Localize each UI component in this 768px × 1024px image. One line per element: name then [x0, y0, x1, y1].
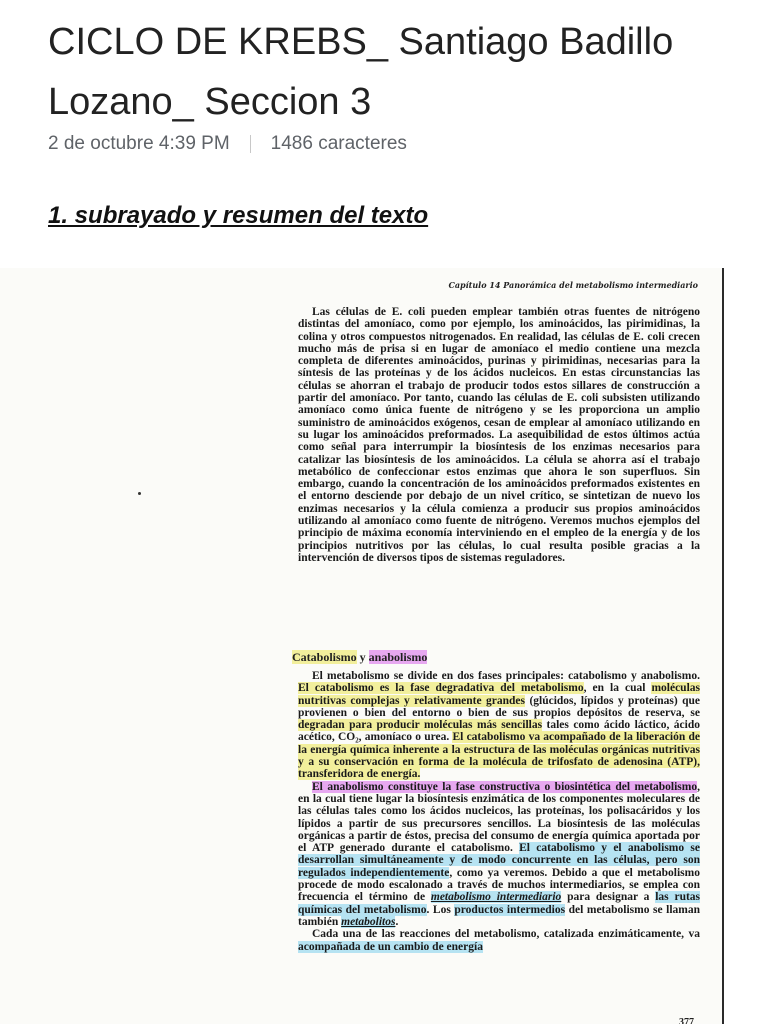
post-title: CICLO DE KREBS_ Santiago Badillo Lozano_ Seccion 3 [48, 21, 674, 123]
char-count: 1486 caracteres [270, 133, 407, 154]
p3-text-4: . Los [426, 903, 455, 916]
paragraph-1 [298, 306, 700, 564]
body-paragraphs [298, 670, 700, 953]
p3-highlight-term: metabolismo intermediario [430, 891, 562, 904]
paragraph-4 [298, 928, 700, 953]
p2-highlight-definition: El catabolismo es la fase degradativa del metabolismo [298, 682, 584, 695]
p3-highlight-metabolitos: metabolitos [341, 915, 396, 928]
p2-text-3: tales como ácido láctico, ácido acético, CO₂, amoníaco o urea. [298, 719, 700, 744]
p2-highlight-molecules: moléculas nutritivas complejas y relativamente grandes [298, 682, 701, 707]
p3-highlight-simultaneo: El catabolismo y el anabolismo se desarrollan simultáneamente y de modo concurrente en las células, pero son regulados independientemente [298, 842, 700, 879]
meta-divider [250, 135, 251, 153]
p2-text: , en la cual [583, 682, 652, 695]
subheading-anabolismo: anabolismo [368, 650, 428, 664]
post-meta [48, 133, 407, 155]
p3-highlight-productos: productos intermedios [454, 903, 566, 916]
p3-text-5: del metabolismo se llaman también [298, 903, 701, 928]
scan-speck [138, 492, 141, 495]
subheading [292, 650, 427, 665]
p2-intro: El metabolismo se divide en dos fases principales: catabolismo y anabolismo. [312, 670, 700, 682]
section-heading: 1. subrayado y resumen del texto [48, 202, 429, 229]
subheading-y: y [359, 650, 366, 664]
p3-text: , en la cual tiene lugar la biosíntesis enzimática de los componentes moleculares de las células tales como los ácidos nucleicos, las proteínas, los polisacáridos y los lípidos a partir de sus precursores sencillos. La biosíntesis de las moléculas orgánicas a partir de éstos, precisa del consumo de energía química aportada por el ATP generado durante el catabolismo. [298, 780, 700, 855]
p3-text-3: para designar a [561, 891, 656, 904]
p3-highlight-anabolismo: El anabolismo constituye la fase constructiva o biosintética del metabolismo [312, 780, 698, 793]
p2-highlight-degradan: degradan para producir moléculas más sencillas [298, 719, 543, 732]
p4-text: Cada una de las reacciones del metabolismo, catalizada enzimáticamente, va [312, 928, 700, 941]
p3-text-2: , como ya veremos. Debido a que el metabolismo procede de modo escalonado a través de muchos intermediarios, se emplea con frecuencia el término de [298, 866, 700, 904]
p3-highlight-rutas: las rutas químicas del metabolismo [298, 891, 701, 916]
page-number: 377 [679, 1017, 694, 1024]
p4-highlight: acompañada de un cambio de energía [298, 940, 483, 953]
running-head: Capítulo 14 Panorámica del metabolismo intermediario [448, 280, 698, 290]
paragraph-3 [298, 781, 700, 929]
paragraph-1-text: Las células de E. coli pueden emplear también otras fuentes de nitrógeno distintas del amoníaco, como por ejemplo, los aminoácidos, las pirimidinas, la colina y otros compuestos nitrogenados. En realidad, las células de E. coli crecen mucho más de prisa si en lugar de amoníaco el medio contiene una mezcla completa de diferentes aminoácidos, purinas y pirimidinas, necesarias para la síntesis de las proteínas y de los ácidos nucleicos. En estas circunstancias las células se ahorran el trabajo de producir todos estos sillares de construcción a partir del amoníaco. Por tanto, cuando las células de E. coli subsisten utilizando amoníaco como única fuente de nitrógeno y se les proporciona un amplio suministro de aminoácidos exógenos, cesan de emplear al amoníaco utilizando en su lugar los aminoácidos preformados. La asequibilidad de estos últimos actúa como señal para interrumpir la biosíntesis de los enzimas necesarios para catalizar las biosíntesis de los aminoácidos. La célula se ahorra así el trabajo metabólico de confeccionar estos enzimas que ahora le son superfluos. Sin embargo, cuando la concentración de los aminoácidos preformados existentes en el entorno desciende por debajo de un nivel crítico, se sintetizan de nuevo los enzimas necesarios y la célula comienza a producir sus propios aminoácidos utilizando al amoníaco como fuente de nitrógeno. Veremos muchos ejemplos del principio de máxima economía interviniendo en el empleo de la energía y de los principios nutritivos por las células, lo cual resulta posible gracias a la intervención de diversos tipos de sistemas reguladores. [298, 306, 700, 564]
p2-highlight-energy: El catabolismo va acompañado de la liberación de la energía química inherente a la estructura de las moléculas orgánicas nutritivas y a su conservación en forma de la molécula de trifosfato de adenosina (ATP), transferidora de energía. [298, 731, 700, 781]
subheading-catabolismo: Catabolismo [292, 650, 357, 664]
p2-text-2: (glúcidos, lípidos y proteínas) que provienen o bien del entorno o bien de sus propios depósitos de reserva, se [298, 694, 700, 719]
scanned-page-image[interactable] [0, 268, 724, 1024]
paragraph-2 [298, 670, 700, 781]
p3-text-6: . [395, 915, 399, 928]
post-date: 2 de octubre 4:39 PM [48, 133, 230, 154]
